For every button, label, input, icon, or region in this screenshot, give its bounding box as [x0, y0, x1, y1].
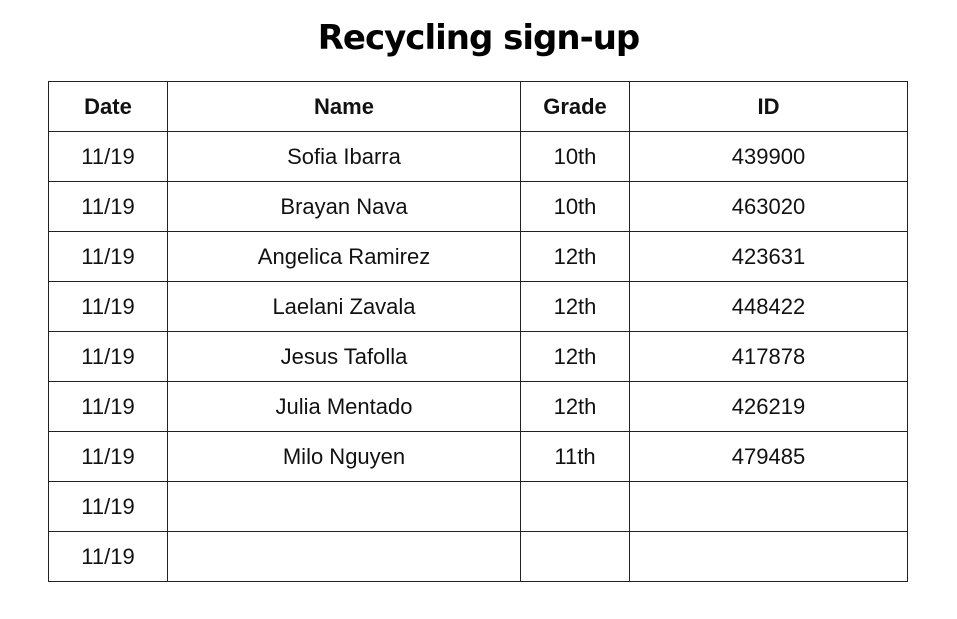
- column-header-name: Name: [168, 82, 521, 132]
- table-row: [49, 382, 908, 432]
- id-cell: 439900: [630, 132, 908, 182]
- date-cell: 11/19: [49, 232, 168, 282]
- date-cell: 11/19: [49, 482, 168, 532]
- date-cell: 11/19: [49, 182, 168, 232]
- grade-cell: 12th: [521, 232, 630, 282]
- grade-cell: 10th: [521, 132, 630, 182]
- date-cell: 11/19: [49, 282, 168, 332]
- id-cell: 423631: [630, 232, 908, 282]
- date-cell: 11/19: [49, 132, 168, 182]
- column-header-grade: Grade: [521, 82, 630, 132]
- column-header-date: Date: [49, 82, 168, 132]
- table-row: [49, 282, 908, 332]
- name-cell: Brayan Nava: [168, 182, 521, 232]
- grade-cell: [521, 482, 630, 532]
- table-row: [49, 482, 908, 532]
- name-cell: Jesus Tafolla: [168, 332, 521, 382]
- name-cell: [168, 482, 521, 532]
- grade-cell: 12th: [521, 382, 630, 432]
- date-cell: 11/19: [49, 332, 168, 382]
- name-cell: Milo Nguyen: [168, 432, 521, 482]
- name-cell: [168, 532, 521, 582]
- page-title: Recycling sign-up: [317, 18, 640, 58]
- grade-cell: [521, 532, 630, 582]
- header-row: [49, 82, 908, 132]
- id-cell: [630, 532, 908, 582]
- table-row: [49, 332, 908, 382]
- id-cell: 479485: [630, 432, 908, 482]
- table-row: [49, 182, 908, 232]
- table-row: [49, 232, 908, 282]
- grade-cell: 12th: [521, 332, 630, 382]
- name-cell: Julia Mentado: [168, 382, 521, 432]
- date-cell: 11/19: [49, 532, 168, 582]
- grade-cell: 10th: [521, 182, 630, 232]
- name-cell: Laelani Zavala: [168, 282, 521, 332]
- table-row: [49, 132, 908, 182]
- grade-cell: 11th: [521, 432, 630, 482]
- id-cell: 448422: [630, 282, 908, 332]
- date-cell: 11/19: [49, 432, 168, 482]
- date-cell: 11/19: [49, 382, 168, 432]
- name-cell: Sofia Ibarra: [168, 132, 521, 182]
- grade-cell: 12th: [521, 282, 630, 332]
- id-cell: 417878: [630, 332, 908, 382]
- id-cell: 426219: [630, 382, 908, 432]
- table-row: [49, 532, 908, 582]
- signup-table: [48, 81, 908, 582]
- column-header-id: ID: [630, 82, 908, 132]
- id-cell: [630, 482, 908, 532]
- table-row: [49, 432, 908, 482]
- id-cell: 463020: [630, 182, 908, 232]
- name-cell: Angelica Ramirez: [168, 232, 521, 282]
